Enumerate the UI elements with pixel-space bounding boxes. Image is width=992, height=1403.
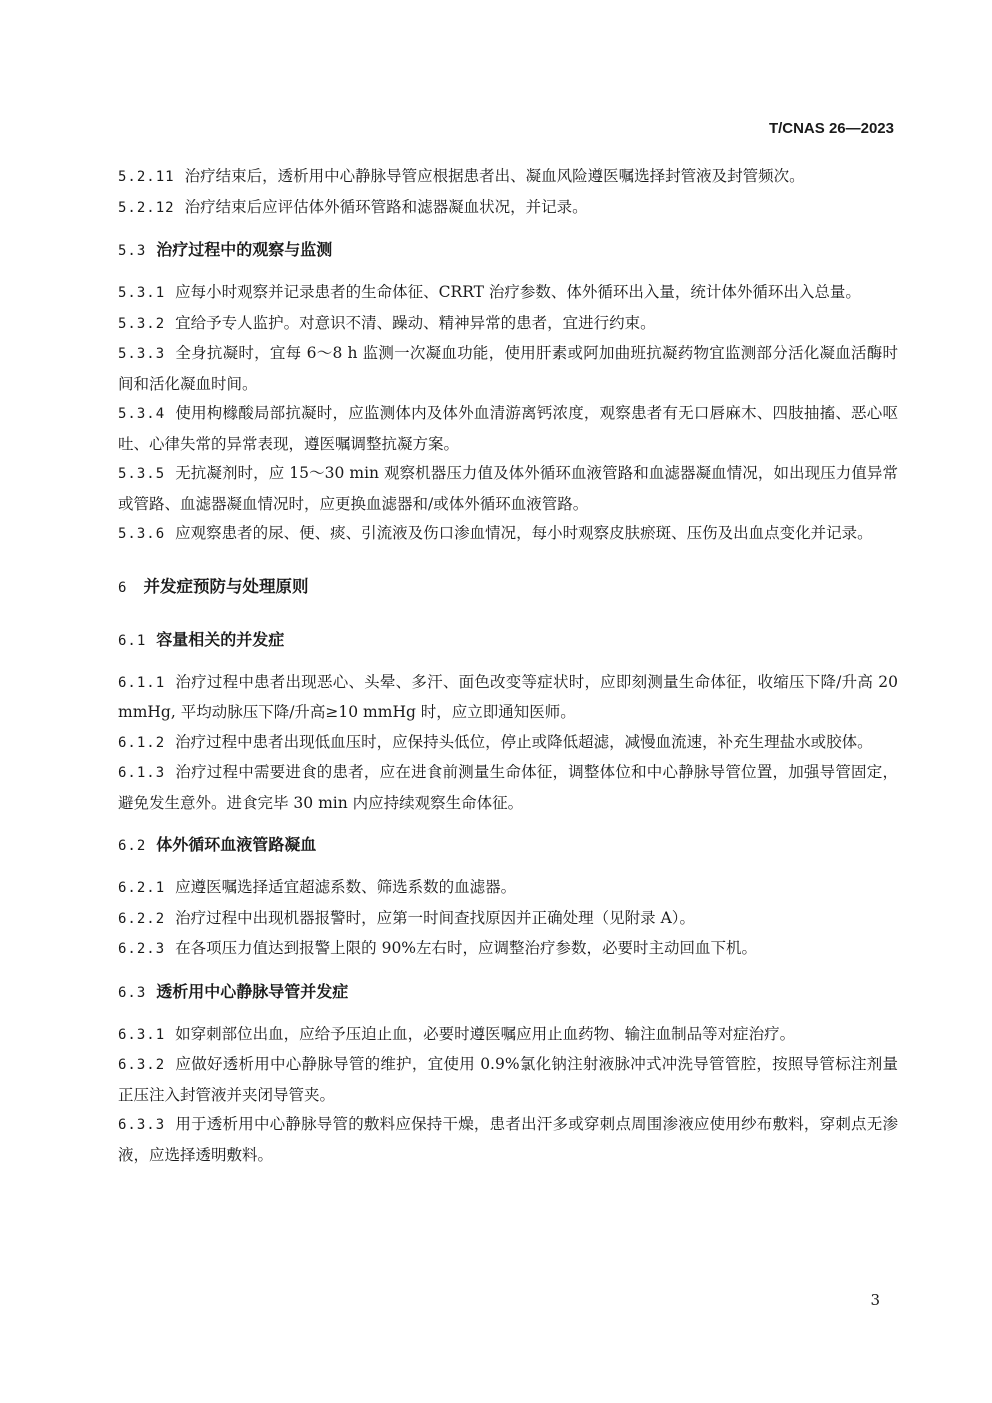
section-title: 容量相关的并发症 xyxy=(156,629,285,649)
clause-text: 治疗过程中患者出现恶心、头晕、多汗、面色改变等症状时，应即刻测量生命体征，收缩压下降/升高 20 mmHg, 平均动脉压下降/升高≥10 mmHg 时，应立即通知医师。 xyxy=(118,672,898,721)
clause-number: 5.3.5 xyxy=(118,466,166,482)
section-title: 治疗过程中的观察与监测 xyxy=(156,240,333,259)
document-code: T/CNAS 26—2023 xyxy=(768,120,894,137)
clause-text: 如穿刺部位出血，应给予压迫止血，必要时遵医嘱应用止血药物、输注血制品等对症治疗。 xyxy=(175,1024,796,1043)
section-number: 5.3 xyxy=(118,243,147,259)
section-heading-5-3 xyxy=(118,235,898,266)
clause-text: 使用枸橼酸局部抗凝时，应监测体内及体外血清游离钙浓度，观察患者有无口唇麻木、四肢抽搐、恶心呕吐、心律失常的异常表现，遵医嘱调整抗凝方案。 xyxy=(118,404,898,453)
clause-text: 全身抗凝时，宜每 6～8 h 监测一次凝血功能，使用肝素或阿加曲班抗凝药物宜监测部分活化凝血活酶时间和活化凝血时间。 xyxy=(118,344,898,393)
chapter-heading-6 xyxy=(118,572,898,603)
clause-number: 5.3.4 xyxy=(118,406,166,422)
clause-text: 应每小时观察并记录患者的生命体征、CRRT 治疗参数、体外循环出入量，统计体外循环出入总量。 xyxy=(175,283,861,301)
clause-number: 6.2.3 xyxy=(118,941,166,957)
clause-text: 用于透析用中心静脉导管的敷料应保持干燥，患者出汗多或穿刺点周围渗液应使用纱布敷料，穿刺点无渗液，应选择透明敷料。 xyxy=(118,1115,898,1164)
chapter-number: 6 xyxy=(118,579,128,596)
clause-text: 治疗过程中需要进食的患者，应在进食前测量生命体征，调整体位和中心静脉导管位置，加强导管固定，避免发生意外。进食完毕 30 min 内应持续观察生命体征。 xyxy=(118,763,898,812)
clause-number: 6.1.2 xyxy=(118,734,166,751)
clause-number: 6.3.1 xyxy=(118,1026,166,1043)
section-heading-6-1 xyxy=(118,625,898,656)
section-title: 体外循环血液管路凝血 xyxy=(156,835,317,854)
clause-number: 5.2.12 xyxy=(118,199,175,216)
section-number: 6.2 xyxy=(118,838,147,854)
clause-5-2-11 xyxy=(118,162,898,193)
clause-6-2-1 xyxy=(118,873,898,904)
clause-5-3-3 xyxy=(118,339,898,399)
clause-text: 治疗过程中患者出现低血压时，应保持头低位，停止或降低超滤，减慢血流速，补充生理盐水或胶体。 xyxy=(175,732,873,751)
clause-text: 治疗结束后应评估体外循环管路和滤器凝血状况，并记录。 xyxy=(184,197,588,216)
clause-number: 5.2.11 xyxy=(118,169,175,185)
clause-text: 应观察患者的尿、便、痰、引流液及伤口渗血情况，每小时观察皮肤瘀斑、压伤及出血点变化并记录。 xyxy=(175,524,873,542)
section-heading-6-2 xyxy=(118,830,898,861)
section-heading-6-3 xyxy=(118,977,898,1008)
page-number: 3 xyxy=(870,1291,880,1309)
document-body xyxy=(118,162,898,1170)
clause-6-3-1 xyxy=(118,1020,898,1051)
clause-5-2-12 xyxy=(118,193,898,224)
clause-5-3-5 xyxy=(118,459,898,519)
clause-number: 6.2.2 xyxy=(118,910,166,927)
clause-5-3-1 xyxy=(118,278,898,309)
clause-5-3-4 xyxy=(118,399,898,459)
clause-number: 5.3.2 xyxy=(118,315,166,332)
clause-6-2-2 xyxy=(118,904,898,935)
clause-number: 5.3.6 xyxy=(118,526,166,542)
clause-number: 5.3.3 xyxy=(118,346,166,362)
clause-5-3-6 xyxy=(118,519,898,550)
clause-text: 应遵医嘱选择适宜超滤系数、筛选系数的血滤器。 xyxy=(175,878,517,896)
chapter-title: 并发症预防与处理原则 xyxy=(143,576,309,596)
clause-number: 6.1.1 xyxy=(118,674,166,691)
clause-text: 治疗过程中出现机器报警时，应第一时间查找原因并正确处理（见附录 A）。 xyxy=(175,908,696,927)
clause-text: 应做好透析用中心静脉导管的维护，宜使用 0.9%氯化钠注射液脉冲式冲洗导管管腔，按照导管标注剂量正压注入封管液并夹闭导管夹。 xyxy=(118,1055,898,1104)
clause-6-2-3 xyxy=(118,934,898,965)
clause-6-3-3 xyxy=(118,1110,898,1170)
clause-6-1-1 xyxy=(118,668,898,728)
clause-number: 6.3.2 xyxy=(118,1057,166,1073)
section-title: 透析用中心静脉导管并发症 xyxy=(156,981,349,1001)
clause-5-3-2 xyxy=(118,309,898,340)
clause-number: 5.3.1 xyxy=(118,285,166,301)
clause-number: 6.3.3 xyxy=(118,1117,166,1133)
clause-number: 6.2.1 xyxy=(118,880,166,896)
clause-text: 治疗结束后，透析用中心静脉导管应根据患者出、凝血风险遵医嘱选择封管液及封管频次。 xyxy=(184,167,805,185)
section-number: 6.3 xyxy=(118,984,147,1001)
clause-text: 无抗凝剂时，应 15～30 min 观察机器压力值及体外循环血液管路和血滤器凝血情况，如出现压力值异常或管路、血滤器凝血情况时，应更换血滤器和/或体外循环血液管路。 xyxy=(118,464,898,513)
clause-6-3-2 xyxy=(118,1050,898,1110)
clause-text: 在各项压力值达到报警上限的 90%左右时，应调整治疗参数，必要时主动回血下机。 xyxy=(175,939,758,957)
clause-6-1-2 xyxy=(118,728,898,759)
clause-number: 6.1.3 xyxy=(118,765,166,781)
section-number: 6.1 xyxy=(118,632,147,649)
clause-6-1-3 xyxy=(118,758,898,818)
clause-text: 宜给予专人监护。对意识不清、躁动、精神异常的患者，宜进行约束。 xyxy=(175,313,656,332)
